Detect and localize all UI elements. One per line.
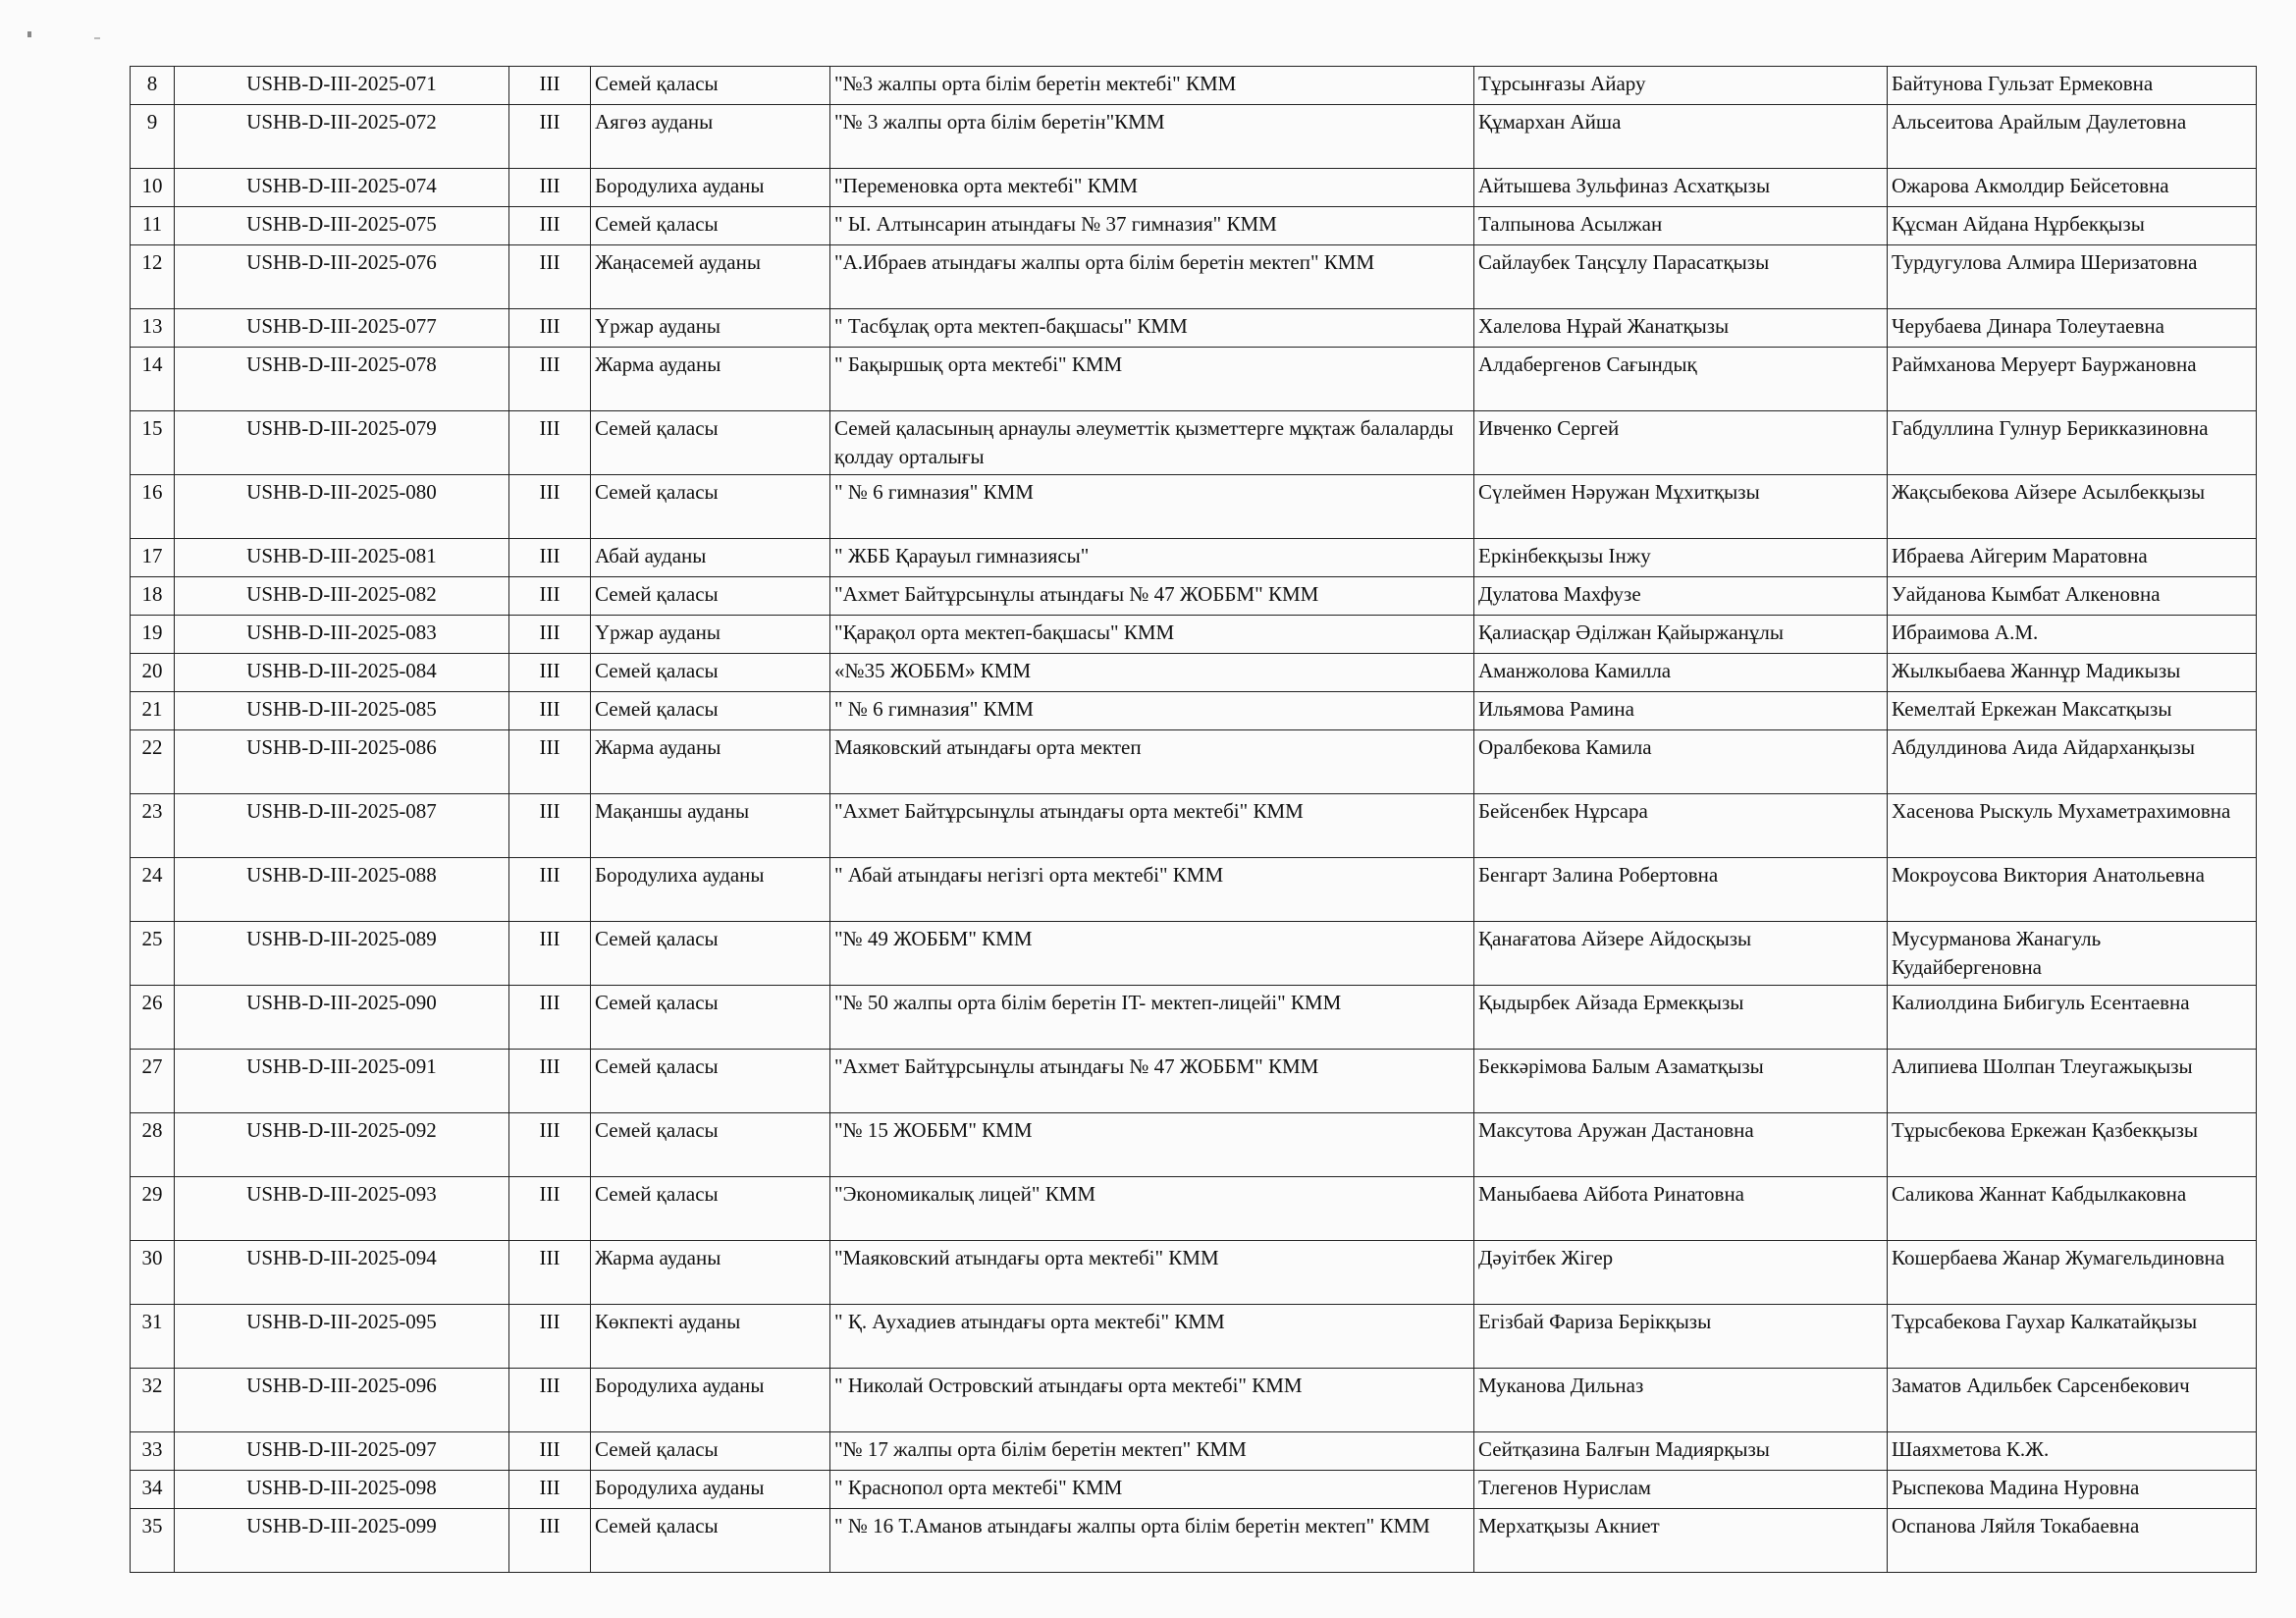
table-row — [131, 986, 2257, 1050]
student-name: Ивченко Сергей — [1474, 411, 1888, 475]
school: " Краснопол орта мектебі" КММ — [830, 1471, 1474, 1509]
table-row — [131, 730, 2257, 794]
level: III — [509, 922, 591, 986]
registration-code: USHB-D-III-2025-077 — [175, 309, 509, 348]
teacher-name: Хасенова Рыскуль Мухаметрахимовна — [1888, 794, 2257, 858]
row-number: 21 — [131, 692, 175, 730]
level: III — [509, 67, 591, 105]
level: III — [509, 105, 591, 169]
student-name: Маныбаева Айбота Ринатовна — [1474, 1177, 1888, 1241]
row-number: 35 — [131, 1509, 175, 1573]
table-row — [131, 1509, 2257, 1573]
school: "Маяковский атындағы орта мектебі" КММ — [830, 1241, 1474, 1305]
school: "№ 3 жалпы орта білім беретін"КММ — [830, 105, 1474, 169]
region: Семей қаласы — [591, 1432, 830, 1471]
row-number: 14 — [131, 348, 175, 411]
region: Семей қаласы — [591, 986, 830, 1050]
region: Семей қаласы — [591, 1177, 830, 1241]
registration-code: USHB-D-III-2025-071 — [175, 67, 509, 105]
row-number: 26 — [131, 986, 175, 1050]
registration-code: USHB-D-III-2025-095 — [175, 1305, 509, 1369]
school: «№35 ЖОББМ» КММ — [830, 654, 1474, 692]
level: III — [509, 539, 591, 577]
school: " № 6 гимназия" КММ — [830, 475, 1474, 539]
registration-code: USHB-D-III-2025-072 — [175, 105, 509, 169]
teacher-name: Мокроусова Виктория Анатольевна — [1888, 858, 2257, 922]
level: III — [509, 654, 591, 692]
student-name: Талпынова Асылжан — [1474, 207, 1888, 245]
teacher-name: Ожарова Акмолдир Бейсетовна — [1888, 169, 2257, 207]
region: Бородулиха ауданы — [591, 858, 830, 922]
teacher-name: Альсеитова Арайлым Даулетовна — [1888, 105, 2257, 169]
school: "№ 17 жалпы орта білім беретін мектеп" КММ — [830, 1432, 1474, 1471]
region: Семей қаласы — [591, 411, 830, 475]
registration-code: USHB-D-III-2025-081 — [175, 539, 509, 577]
student-name: Сейтқазина Балғын Мадиярқызы — [1474, 1432, 1888, 1471]
student-name: Аманжолова Камилла — [1474, 654, 1888, 692]
teacher-name: Тұрысбекова Еркежан Қазбекқызы — [1888, 1113, 2257, 1177]
region: Жарма ауданы — [591, 1241, 830, 1305]
table-row — [131, 105, 2257, 169]
registration-code: USHB-D-III-2025-084 — [175, 654, 509, 692]
level: III — [509, 1305, 591, 1369]
teacher-name: Абдулдинова Аида Айдарханқызы — [1888, 730, 2257, 794]
region: Семей қаласы — [591, 577, 830, 616]
region: Семей қаласы — [591, 67, 830, 105]
student-name: Сайлаубек Таңсұлу Парасатқызы — [1474, 245, 1888, 309]
registration-code: USHB-D-III-2025-097 — [175, 1432, 509, 1471]
registration-code: USHB-D-III-2025-096 — [175, 1369, 509, 1432]
table-row — [131, 348, 2257, 411]
row-number: 13 — [131, 309, 175, 348]
region: Мақаншы ауданы — [591, 794, 830, 858]
registration-code: USHB-D-III-2025-075 — [175, 207, 509, 245]
row-number: 12 — [131, 245, 175, 309]
table-row — [131, 577, 2257, 616]
level: III — [509, 730, 591, 794]
registration-code: USHB-D-III-2025-094 — [175, 1241, 509, 1305]
level: III — [509, 986, 591, 1050]
region: Бородулиха ауданы — [591, 1369, 830, 1432]
level: III — [509, 169, 591, 207]
registration-code: USHB-D-III-2025-085 — [175, 692, 509, 730]
region: Аягөз ауданы — [591, 105, 830, 169]
table-row — [131, 67, 2257, 105]
level: III — [509, 309, 591, 348]
school: "№ 15 ЖОББМ" КММ — [830, 1113, 1474, 1177]
student-name: Бенгарт Залина Робертовна — [1474, 858, 1888, 922]
school: "Экономикалық лицей" КММ — [830, 1177, 1474, 1241]
level: III — [509, 692, 591, 730]
school: Семей қаласының арнаулы әлеуметтік қызметтерге мұқтаж балаларды қолдау орталығы — [830, 411, 1474, 475]
table-row — [131, 1113, 2257, 1177]
school: "Ахмет Байтұрсынұлы атындағы № 47 ЖОББМ" КММ — [830, 1050, 1474, 1113]
row-number: 23 — [131, 794, 175, 858]
table-row — [131, 1432, 2257, 1471]
row-number: 32 — [131, 1369, 175, 1432]
student-name: Дәуітбек Жігер — [1474, 1241, 1888, 1305]
table-row — [131, 922, 2257, 986]
school: "Ахмет Байтұрсынұлы атындағы № 47 ЖОББМ" КММ — [830, 577, 1474, 616]
school: "А.Ибраев атындағы жалпы орта білім беретін мектеп" КММ — [830, 245, 1474, 309]
registration-code: USHB-D-III-2025-076 — [175, 245, 509, 309]
registration-code: USHB-D-III-2025-079 — [175, 411, 509, 475]
region: Семей қаласы — [591, 654, 830, 692]
school: "Ахмет Байтұрсынұлы атындағы орта мектебі" КММ — [830, 794, 1474, 858]
table-row — [131, 411, 2257, 475]
school: "№ 49 ЖОББМ" КММ — [830, 922, 1474, 986]
level: III — [509, 858, 591, 922]
row-number: 28 — [131, 1113, 175, 1177]
scan-speck — [94, 37, 100, 39]
teacher-name: Саликова Жаннат Кабдылкаковна — [1888, 1177, 2257, 1241]
level: III — [509, 1432, 591, 1471]
row-number: 24 — [131, 858, 175, 922]
teacher-name: Шаяхметова К.Ж. — [1888, 1432, 2257, 1471]
region: Семей қаласы — [591, 1113, 830, 1177]
registration-code: USHB-D-III-2025-088 — [175, 858, 509, 922]
level: III — [509, 348, 591, 411]
teacher-name: Жылкыбаева Жаннұр Мадикызы — [1888, 654, 2257, 692]
teacher-name: Тұрсабекова Гаухар Калкатайқызы — [1888, 1305, 2257, 1369]
registration-code: USHB-D-III-2025-078 — [175, 348, 509, 411]
school: " ЖББ Қарауыл гимназиясы" — [830, 539, 1474, 577]
teacher-name: Черубаева Динара Толеутаевна — [1888, 309, 2257, 348]
teacher-name: Кошербаева Жанар Жумагельдиновна — [1888, 1241, 2257, 1305]
table-row — [131, 654, 2257, 692]
school: " Қ. Аухадиев атындағы орта мектебі" КММ — [830, 1305, 1474, 1369]
registration-code: USHB-D-III-2025-083 — [175, 616, 509, 654]
student-name: Құмархан Айша — [1474, 105, 1888, 169]
row-number: 9 — [131, 105, 175, 169]
table-row — [131, 794, 2257, 858]
registration-code: USHB-D-III-2025-098 — [175, 1471, 509, 1509]
table-row — [131, 858, 2257, 922]
region: Абай ауданы — [591, 539, 830, 577]
participants-table-body — [131, 67, 2257, 1573]
school: "№3 жалпы орта білім беретін мектебі" КММ — [830, 67, 1474, 105]
level: III — [509, 1177, 591, 1241]
school: "Переменовка орта мектебі" КММ — [830, 169, 1474, 207]
row-number: 18 — [131, 577, 175, 616]
student-name: Ильямова Рамина — [1474, 692, 1888, 730]
level: III — [509, 245, 591, 309]
level: III — [509, 1509, 591, 1573]
region: Жарма ауданы — [591, 348, 830, 411]
registration-code: USHB-D-III-2025-074 — [175, 169, 509, 207]
student-name: Егізбай Фариза Берікқызы — [1474, 1305, 1888, 1369]
region: Семей қаласы — [591, 475, 830, 539]
row-number: 19 — [131, 616, 175, 654]
table-row — [131, 207, 2257, 245]
school: " Тасбұлақ орта мектеп-бақшасы" КММ — [830, 309, 1474, 348]
registration-code: USHB-D-III-2025-099 — [175, 1509, 509, 1573]
table-row — [131, 475, 2257, 539]
registration-code: USHB-D-III-2025-082 — [175, 577, 509, 616]
teacher-name: Ибраимова А.М. — [1888, 616, 2257, 654]
school: Маяковский атындағы орта мектеп — [830, 730, 1474, 794]
level: III — [509, 577, 591, 616]
school: " Абай атындағы негізгі орта мектебі" КММ — [830, 858, 1474, 922]
teacher-name: Кемелтай Еркежан Максатқызы — [1888, 692, 2257, 730]
scan-speck — [27, 31, 31, 37]
row-number: 31 — [131, 1305, 175, 1369]
student-name: Мерхатқызы Акниет — [1474, 1509, 1888, 1573]
row-number: 29 — [131, 1177, 175, 1241]
student-name: Оралбекова Камила — [1474, 730, 1888, 794]
teacher-name: Байтунова Гульзат Ермековна — [1888, 67, 2257, 105]
row-number: 8 — [131, 67, 175, 105]
region: Семей қаласы — [591, 1509, 830, 1573]
registration-code: USHB-D-III-2025-086 — [175, 730, 509, 794]
level: III — [509, 1113, 591, 1177]
region: Жаңасемей ауданы — [591, 245, 830, 309]
region: Үржар ауданы — [591, 616, 830, 654]
teacher-name: Габдуллина Гулнур Берикказиновна — [1888, 411, 2257, 475]
student-name: Тлегенов Нурислам — [1474, 1471, 1888, 1509]
registration-code: USHB-D-III-2025-080 — [175, 475, 509, 539]
student-name: Халелова Нұрай Жанатқызы — [1474, 309, 1888, 348]
student-name: Тұрсынғазы Айару — [1474, 67, 1888, 105]
level: III — [509, 1241, 591, 1305]
registration-code: USHB-D-III-2025-092 — [175, 1113, 509, 1177]
region: Семей қаласы — [591, 1050, 830, 1113]
school: "№ 50 жалпы орта білім беретін IT- мектеп-лицейі" КММ — [830, 986, 1474, 1050]
teacher-name: Оспанова Ляйля Токабаевна — [1888, 1509, 2257, 1573]
table-row — [131, 1369, 2257, 1432]
level: III — [509, 1369, 591, 1432]
row-number: 33 — [131, 1432, 175, 1471]
level: III — [509, 475, 591, 539]
table-row — [131, 169, 2257, 207]
teacher-name: Алипиева Шолпан Тлеугажықызы — [1888, 1050, 2257, 1113]
teacher-name: Құсман Айдана Нұрбекқызы — [1888, 207, 2257, 245]
school: " Николай Островский атындағы орта мектебі" КММ — [830, 1369, 1474, 1432]
student-name: Дулатова Махфузе — [1474, 577, 1888, 616]
row-number: 30 — [131, 1241, 175, 1305]
teacher-name: Уайданова Кымбат Алкеновна — [1888, 577, 2257, 616]
student-name: Максутова Аружан Дастановна — [1474, 1113, 1888, 1177]
table-row — [131, 692, 2257, 730]
teacher-name: Ибраева Айгерим Маратовна — [1888, 539, 2257, 577]
table-row — [131, 1471, 2257, 1509]
participants-table — [130, 66, 2257, 1573]
row-number: 20 — [131, 654, 175, 692]
table-row — [131, 616, 2257, 654]
row-number: 15 — [131, 411, 175, 475]
student-name: Қалиасқар Әділжан Қайыржанұлы — [1474, 616, 1888, 654]
student-name: Беккәрімова Балым Азаматқызы — [1474, 1050, 1888, 1113]
teacher-name: Рыспекова Мадина Нуровна — [1888, 1471, 2257, 1509]
region: Бородулиха ауданы — [591, 1471, 830, 1509]
teacher-name: Калиолдина Бибигуль Есентаевна — [1888, 986, 2257, 1050]
row-number: 16 — [131, 475, 175, 539]
table-row — [131, 1050, 2257, 1113]
school: "Қарақол орта мектеп-бақшасы" КММ — [830, 616, 1474, 654]
table-row — [131, 1241, 2257, 1305]
level: III — [509, 616, 591, 654]
region: Үржар ауданы — [591, 309, 830, 348]
table-row — [131, 539, 2257, 577]
registration-code: USHB-D-III-2025-089 — [175, 922, 509, 986]
student-name: Қанағатова Айзере Айдосқызы — [1474, 922, 1888, 986]
school: " Ы. Алтынсарин атындағы № 37 гимназия" КММ — [830, 207, 1474, 245]
level: III — [509, 1471, 591, 1509]
row-number: 11 — [131, 207, 175, 245]
region: Семей қаласы — [591, 692, 830, 730]
table-row — [131, 245, 2257, 309]
school: " № 6 гимназия" КММ — [830, 692, 1474, 730]
level: III — [509, 1050, 591, 1113]
registration-code: USHB-D-III-2025-091 — [175, 1050, 509, 1113]
student-name: Еркінбекқызы Інжу — [1474, 539, 1888, 577]
level: III — [509, 411, 591, 475]
level: III — [509, 794, 591, 858]
row-number: 34 — [131, 1471, 175, 1509]
teacher-name: Жақсыбекова Айзере Асылбекқызы — [1888, 475, 2257, 539]
region: Семей қаласы — [591, 207, 830, 245]
registration-code: USHB-D-III-2025-090 — [175, 986, 509, 1050]
school: " № 16 Т.Аманов атындағы жалпы орта білім беретін мектеп" КММ — [830, 1509, 1474, 1573]
region: Көкпекті ауданы — [591, 1305, 830, 1369]
level: III — [509, 207, 591, 245]
student-name: Сүлеймен Нәружан Мұхитқызы — [1474, 475, 1888, 539]
teacher-name: Раймханова Меруерт Бауржановна — [1888, 348, 2257, 411]
table-row — [131, 1177, 2257, 1241]
school: " Бақыршық орта мектебі" КММ — [830, 348, 1474, 411]
region: Бородулиха ауданы — [591, 169, 830, 207]
row-number: 10 — [131, 169, 175, 207]
registration-code: USHB-D-III-2025-093 — [175, 1177, 509, 1241]
student-name: Бейсенбек Нұрсара — [1474, 794, 1888, 858]
registration-code: USHB-D-III-2025-087 — [175, 794, 509, 858]
table-row — [131, 1305, 2257, 1369]
student-name: Алдабергенов Сағындық — [1474, 348, 1888, 411]
table-row — [131, 309, 2257, 348]
teacher-name: Заматов Адильбек Сарсенбекович — [1888, 1369, 2257, 1432]
teacher-name: Турдугулова Алмира Шеризатовна — [1888, 245, 2257, 309]
student-name: Муканова Дильназ — [1474, 1369, 1888, 1432]
student-name: Қыдырбек Айзада Ермекқызы — [1474, 986, 1888, 1050]
row-number: 25 — [131, 922, 175, 986]
row-number: 22 — [131, 730, 175, 794]
region: Жарма ауданы — [591, 730, 830, 794]
student-name: Айтышева Зульфиназ Асхатқызы — [1474, 169, 1888, 207]
region: Семей қаласы — [591, 922, 830, 986]
row-number: 17 — [131, 539, 175, 577]
teacher-name: Мусурманова Жанагуль Кудайбергеновна — [1888, 922, 2257, 986]
row-number: 27 — [131, 1050, 175, 1113]
